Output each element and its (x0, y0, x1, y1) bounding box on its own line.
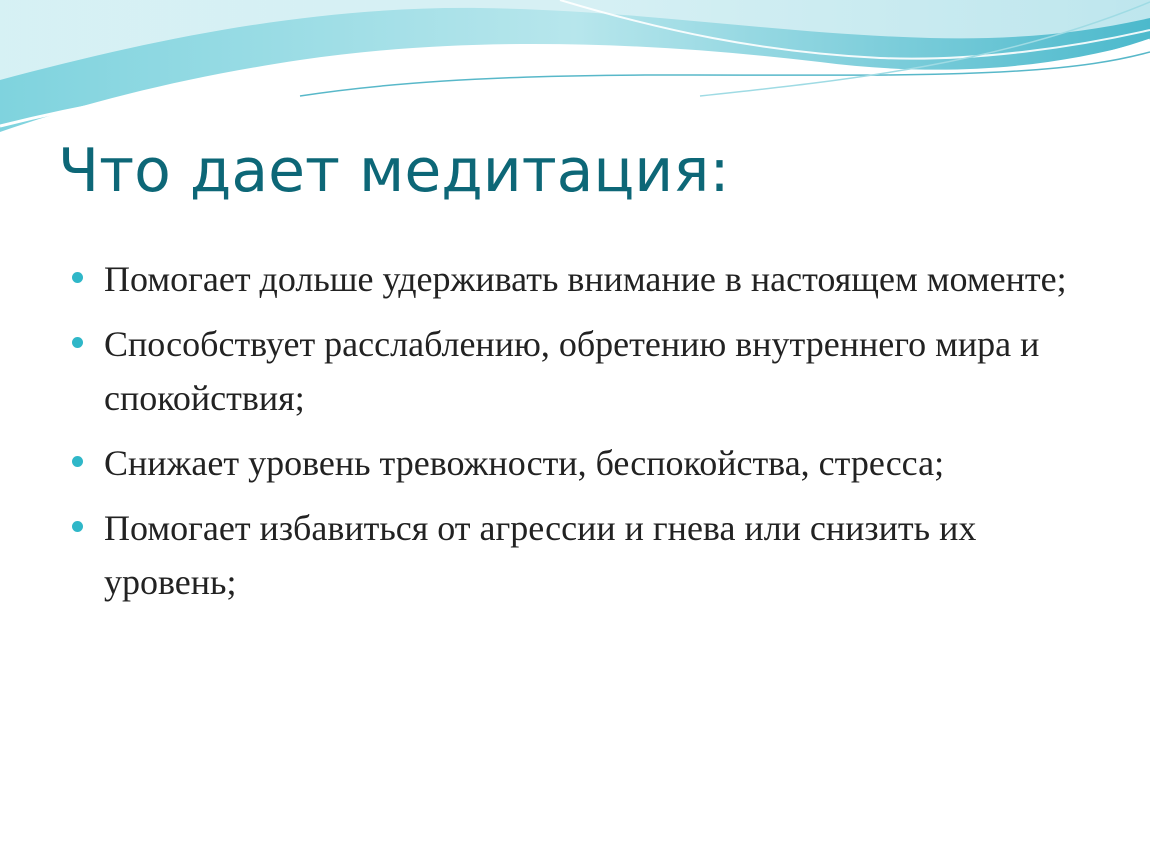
bullet-item (72, 436, 1072, 490)
bullet-dot-icon (72, 456, 83, 467)
bullet-text: Помогает дольше удерживать внимание в настоящем моменте; (104, 259, 1067, 299)
bullet-item (72, 501, 1072, 609)
bullet-text: Помогает избавиться от агрессии и гнева или снизить их уровень; (104, 508, 977, 602)
slide-title: Что дает медитация: (58, 136, 730, 206)
bullet-dot-icon (72, 521, 83, 532)
bullet-item (72, 317, 1072, 425)
bullet-text: Способствует расслаблению, обретению внутреннего мира и спокойствия; (104, 324, 1040, 418)
bullet-text: Снижает уровень тревожности, беспокойства, стресса; (104, 443, 945, 483)
bullet-item (72, 252, 1072, 306)
bullet-dot-icon (72, 337, 83, 348)
wave-decoration (0, 0, 1150, 140)
bullet-dot-icon (72, 272, 83, 283)
bullet-list (72, 252, 1072, 620)
